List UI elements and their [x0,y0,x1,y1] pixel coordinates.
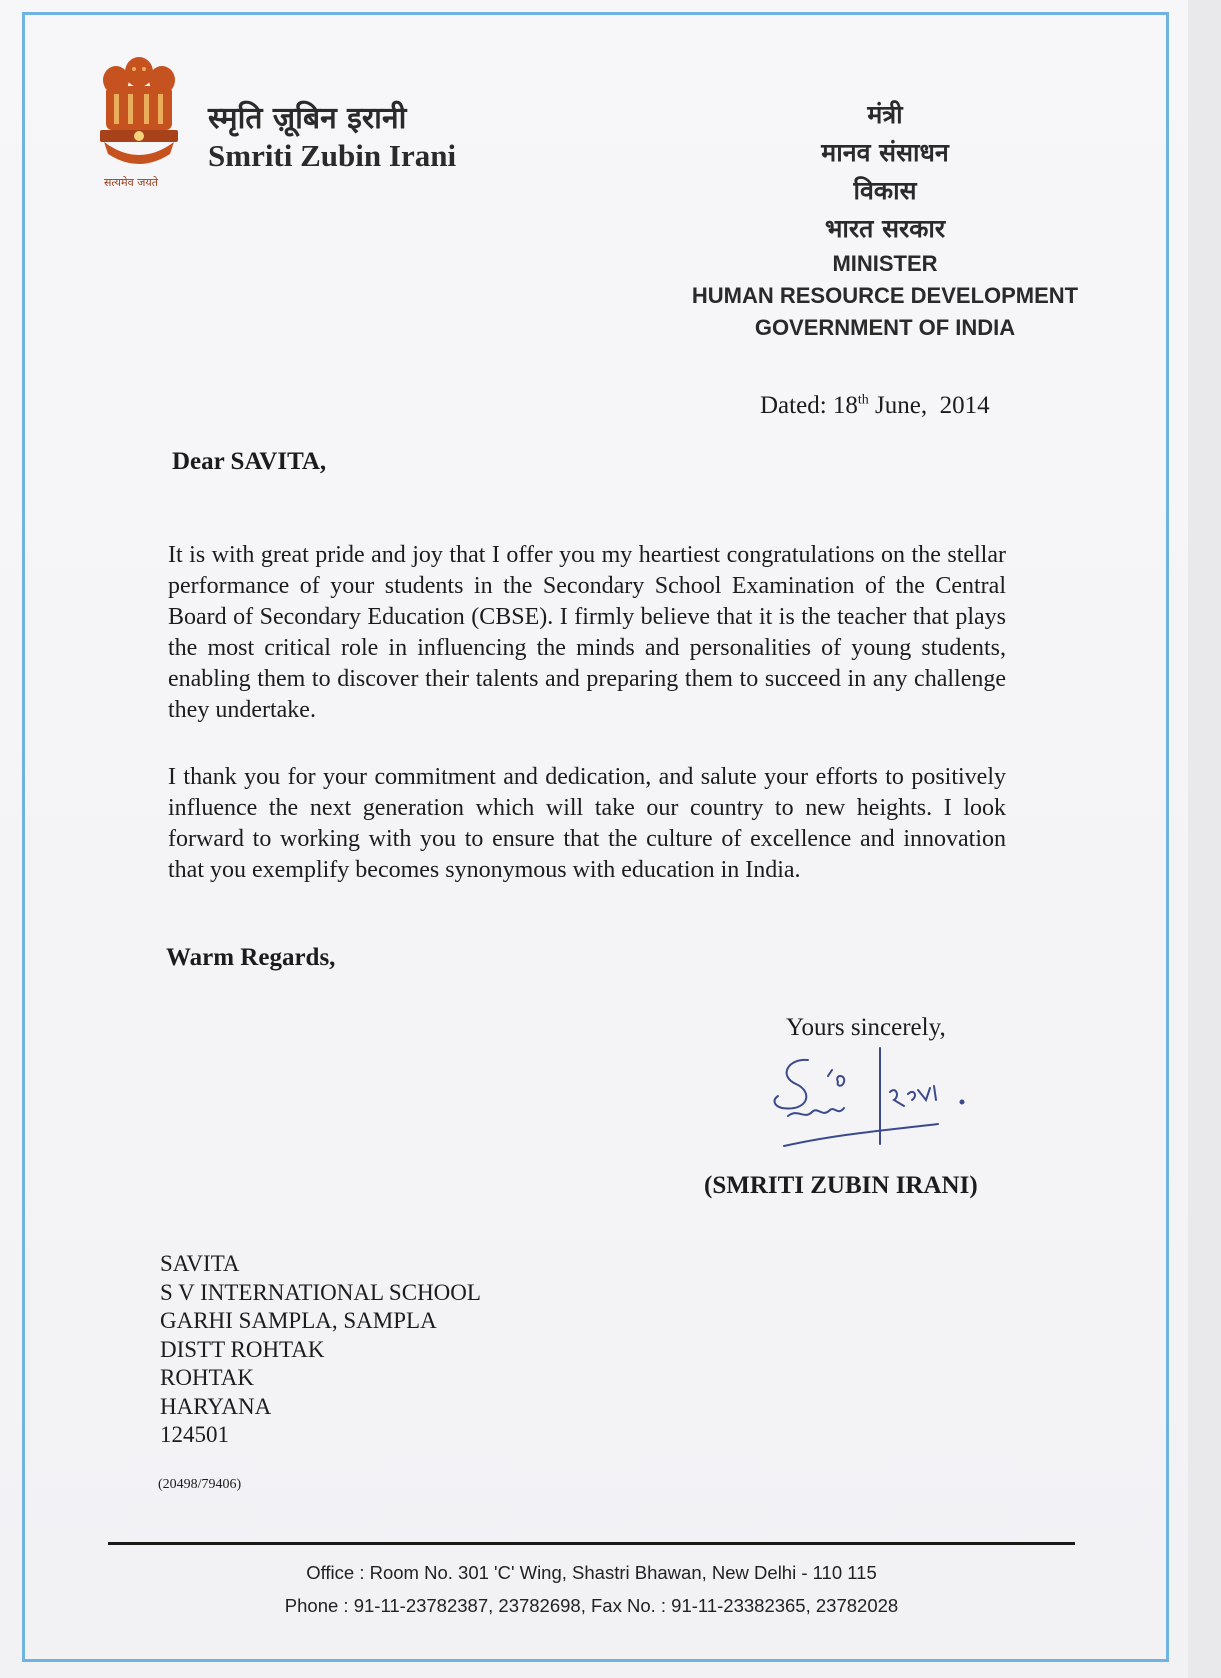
date-ordinal: th [857,392,869,408]
closing: Warm Regards, [166,944,336,971]
address-line: S V INTERNATIONAL SCHOOL [160,1279,481,1305]
date-prefix: Dated: 18 [760,392,858,419]
recipient-address [160,1250,481,1450]
address-line: HARYANA [160,1393,272,1419]
letter-date [760,392,990,420]
title-english-line: HUMAN RESOURCE DEVELOPMENT [691,283,1079,308]
title-hindi-line: भारत सरकार [824,214,946,243]
state-emblem-icon [92,50,186,195]
signature-image [768,1046,988,1156]
title-hindi-line: विकास [853,176,917,205]
address-line: SAVITA [160,1251,240,1276]
body-paragraph-2: I thank you for your commitment and dedication, and salute your efforts to positively influence the next generation which will take our country to new heights. I look forward to working with you to ensure that the culture of excellence and innovation that you exemplify becomes synonymous with education in India. [168,764,1006,883]
designation-block [660,96,1110,344]
body-paragraph-1: It is with great pride and joy that I offer you my heartiest congratulations on the stellar performance of your students in the Secondary School Examination of the Central Board of Secondary Education (CBSE). I firmly believe that it is the teacher that plays the most critical role in influencing the minds and personalities of young students, enabling them to discover their talents and preparing them to succeed in any challenge they undertake. [168,542,1006,723]
phone-fax: Phone : 91-11-23782387, 23782698, Fax No. : 91-11-23382365, 23782028 [284,1595,899,1616]
name-english: Smriti Zubin Irani [208,138,457,173]
emblem-motto: सत्यमेव जयते [104,176,159,189]
footer-divider [108,1542,1075,1545]
name-hindi: स्मृति ज़ूबिन इरानी [208,101,407,136]
address-line: ROHTAK [160,1365,254,1390]
address-line: GARHI SAMPLA, SAMPLA [160,1308,437,1333]
title-hindi-line: मानव संसाधन [821,138,949,167]
reference-number: (20498/79406) [158,1477,242,1492]
title-hindi-line: मंत्री [867,100,903,129]
scan-edge [1188,0,1221,1678]
date-suffix: June, 2014 [868,392,990,419]
footer [108,1556,1075,1622]
address-line: 124501 [160,1422,229,1447]
title-english-line: MINISTER [832,251,938,276]
signer-name: (SMRITI ZUBIN IRANI) [704,1172,978,1199]
sign-off: Yours sincerely, [786,1014,946,1041]
salutation: Dear SAVITA, [172,448,327,475]
address-line: DISTT ROHTAK [160,1336,325,1362]
office-address: Office : Room No. 301 'C' Wing, Shastri Bhawan, New Delhi - 110 115 [306,1562,877,1583]
title-english-line: GOVERNMENT OF INDIA [754,315,1016,340]
